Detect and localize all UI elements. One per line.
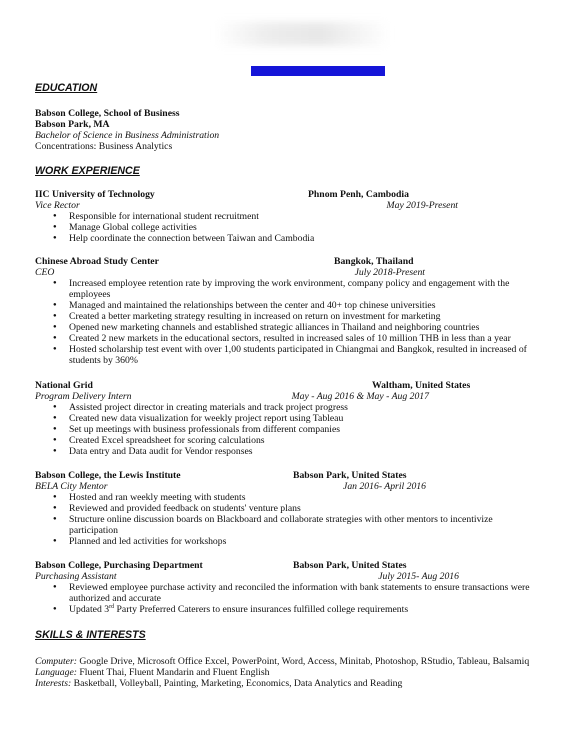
education-location: Babson Park, MA bbox=[35, 119, 110, 130]
list-item: ● Reviewed and provided feedback on students' venture plans bbox=[45, 503, 540, 514]
skills-interests-label: Interests: bbox=[35, 678, 72, 689]
list-item: ● Structure online discussion boards on Blackboard and collaborate strategies with other mentors to incentivize participation bbox=[45, 514, 540, 536]
job-bullets bbox=[45, 402, 540, 457]
list-item: ● Help coordinate the connection between Taiwan and Cambodia bbox=[45, 233, 540, 244]
job-bullets bbox=[45, 492, 540, 547]
job-location: Waltham, United States bbox=[372, 380, 471, 391]
section-heading-skills: SKILLS & INTERESTS bbox=[35, 629, 146, 641]
list-item: ● Created 2 new markets in the educational sectors, resulted in increased sales of 10 million THB in less than a year bbox=[45, 333, 540, 344]
list-item: ● Increased employee retention rate by improving the work environment, company policy and engagement with the employees bbox=[45, 278, 540, 300]
job-title: Program Delivery Intern bbox=[35, 391, 132, 402]
skills-interests-value: Basketball, Volleyball, Painting, Marketing, Economics, Data Analytics and Reading bbox=[71, 678, 403, 689]
job-dates: July 2015- Aug 2016 bbox=[378, 571, 459, 582]
skills-computer-value: Google Drive, Microsoft Office Excel, PowerPoint, Word, Access, Minitab, Photoshop, RStudio, Tableau, Balsamiq bbox=[76, 656, 530, 667]
bullet-text-post: Party Preferred Caterers to ensure insurances fulfilled college requirements bbox=[114, 604, 409, 615]
job-dates: May 2019-Present bbox=[386, 200, 458, 211]
list-item: ● Manage Global college activities bbox=[45, 222, 540, 233]
list-item: ● Reviewed employee purchase activity and reconciled the information with bank statements to ensure transactions were authorized and accurate bbox=[45, 582, 540, 604]
bullet-superscript: rd bbox=[109, 603, 115, 610]
list-item: ● Responsible for international student recruitment bbox=[45, 211, 540, 222]
list-item: ● Created new data visualization for weekly project report using Tableau bbox=[45, 413, 540, 424]
list-item: ● Opened new marketing channels and established strategic alliances in Thailand and neighboring countries bbox=[45, 322, 540, 333]
list-item: ● Managed and maintained the relationships between the center and 40+ top chinese universities bbox=[45, 300, 540, 311]
job-title: Purchasing Assistant bbox=[35, 571, 117, 582]
job-dates: May - Aug 2016 & May - Aug 2017 bbox=[291, 391, 429, 402]
list-item: ● Created a better marketing strategy resulting in increased on return on investment for marketing bbox=[45, 311, 540, 322]
section-heading-work: WORK EXPERIENCE bbox=[35, 165, 140, 177]
job-bullets bbox=[45, 211, 540, 244]
redacted-contact-bar bbox=[251, 66, 385, 76]
job-location: Babson Park, United States bbox=[293, 560, 407, 571]
skills-computer-label: Computer: bbox=[35, 656, 77, 667]
job-org: Babson College, the Lewis Institute bbox=[35, 470, 181, 481]
list-item: ● Assisted project director in creating materials and track project progress bbox=[45, 402, 540, 413]
education-concentration: Concentrations: Business Analytics bbox=[35, 141, 173, 152]
job-bullets bbox=[45, 582, 540, 615]
list-item: ● Planned and led activities for workshops bbox=[45, 536, 540, 547]
list-item: ● Hosted and ran weekly meeting with students bbox=[45, 492, 540, 503]
skills-language-label: Language: bbox=[35, 667, 77, 678]
job-title: CEO bbox=[35, 267, 55, 278]
job-dates: Jan 2016- April 2016 bbox=[343, 481, 426, 492]
job-org: Babson College, Purchasing Department bbox=[35, 560, 203, 571]
list-item: ● Set up meetings with business professionals from different companies bbox=[45, 424, 540, 435]
list-item: ● Hosted scholarship test event with over 1,00 students participated in Chiangmai and Bangkok, resulted in increased of students by 360% bbox=[45, 344, 540, 366]
job-title: BELA City Mentor bbox=[35, 481, 108, 492]
blurred-name-header bbox=[215, 22, 390, 46]
job-org: IIC University of Technology bbox=[35, 189, 155, 200]
education-school: Babson College, School of Business bbox=[35, 108, 180, 119]
skills-interests bbox=[35, 678, 540, 689]
job-dates: July 2018-Present bbox=[354, 267, 425, 278]
bullet-text-pre: Updated 3 bbox=[69, 604, 110, 615]
job-location: Babson Park, United States bbox=[293, 470, 407, 481]
list-item: ● Data entry and Data audit for Vendor responses bbox=[45, 446, 540, 457]
section-heading-education: EDUCATION bbox=[35, 82, 98, 94]
skills-language-value: Fluent Thai, Fluent Mandarin and Fluent English bbox=[76, 667, 270, 678]
skills-computer bbox=[35, 656, 540, 667]
job-bullets bbox=[45, 278, 540, 366]
job-org: National Grid bbox=[35, 380, 93, 391]
list-item bbox=[45, 604, 540, 615]
skills-block bbox=[35, 656, 540, 689]
job-location: Bangkok, Thailand bbox=[334, 256, 414, 267]
skills-language bbox=[35, 667, 540, 678]
education-degree: Bachelor of Science in Business Administration bbox=[35, 130, 220, 141]
job-location: Phnom Penh, Cambodia bbox=[308, 189, 409, 200]
job-org: Chinese Abroad Study Center bbox=[35, 256, 159, 267]
list-item: ● Created Excel spreadsheet for scoring calculations bbox=[45, 435, 540, 446]
job-title: Vice Rector bbox=[35, 200, 80, 211]
